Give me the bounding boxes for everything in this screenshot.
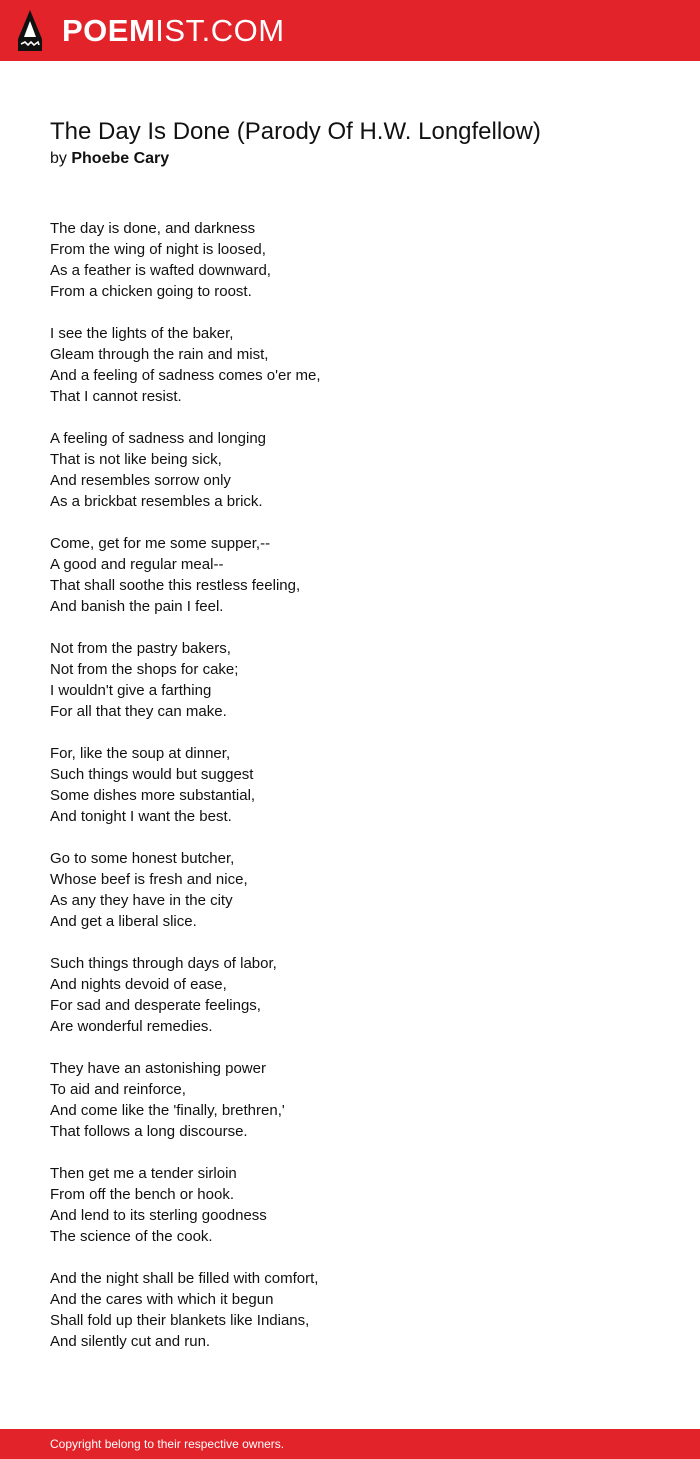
copyright-text: Copyright belong to their respective owners. [50, 1437, 285, 1451]
poem-line: A good and regular meal-- [50, 556, 224, 573]
poem-line: And nights devoid of ease, [50, 976, 227, 993]
poem-stanza [50, 323, 650, 407]
logo-bold-text: POEM [62, 13, 156, 48]
site-header [0, 0, 700, 61]
poem-line: That follows a long discourse. [50, 1123, 248, 1140]
poem-line: From off the bench or hook. [50, 1186, 234, 1203]
poem-line: Shall fold up their blankets like Indians, [50, 1312, 310, 1329]
poem-body [50, 218, 650, 1373]
poem-line: They have an astonishing power [50, 1060, 266, 1077]
poem-line: And lend to its sterling goodness [50, 1207, 267, 1224]
poem-stanza [50, 1268, 650, 1352]
poem-line: Come, get for me some supper,-- [50, 535, 271, 552]
byline-prefix: by [50, 150, 67, 167]
poem-line: That shall soothe this restless feeling, [50, 577, 301, 594]
poem-line: The science of the cook. [50, 1228, 213, 1245]
poem-line: Not from the pastry bakers, [50, 640, 231, 657]
poem-stanza [50, 638, 650, 722]
poem-line: And silently cut and run. [50, 1333, 211, 1350]
poem-line: That I cannot resist. [50, 388, 182, 405]
poem-line: As a brickbat resembles a brick. [50, 493, 263, 510]
poem-line: That is not like being sick, [50, 451, 222, 468]
poem-line: Are wonderful remedies. [50, 1018, 213, 1035]
poem-line: I see the lights of the baker, [50, 325, 234, 342]
poem-line: The day is done, and darkness [50, 220, 256, 237]
poem-title: The Day Is Done (Parody Of H.W. Longfellow) [50, 118, 541, 145]
poem-line: And the night shall be filled with comfort, [50, 1270, 319, 1287]
poem-stanza [50, 848, 650, 932]
poem-line: And resembles sorrow only [50, 472, 231, 489]
poem-line: A feeling of sadness and longing [50, 430, 266, 447]
poem-line: And banish the pain I feel. [50, 598, 224, 615]
poem-line: Gleam through the rain and mist, [50, 346, 269, 363]
author-name: Phoebe Cary [71, 150, 170, 167]
poem-stanza [50, 533, 650, 617]
poem-line: From the wing of night is loosed, [50, 241, 266, 258]
poem-stanza [50, 1058, 650, 1142]
poem-line: And the cares with which it begun [50, 1291, 274, 1308]
poem-line: For all that they can make. [50, 703, 227, 720]
poem-line: And a feeling of sadness comes o'er me, [50, 367, 321, 384]
poem-line: As a feather is wafted downward, [50, 262, 271, 279]
poem-line: Some dishes more substantial, [50, 787, 256, 804]
poem-line: For sad and desperate feelings, [50, 997, 261, 1014]
poem-line: To aid and reinforce, [50, 1081, 186, 1098]
poem-stanza [50, 1163, 650, 1247]
poem-line: And tonight I want the best. [50, 808, 232, 825]
logo-light-text: IST.COM [155, 13, 285, 48]
site-footer [0, 1429, 700, 1459]
poem-line: Whose beef is fresh and nice, [50, 871, 248, 888]
poem-line: Go to some honest butcher, [50, 850, 235, 867]
poem-line: I wouldn't give a farthing [50, 682, 212, 699]
poem-line: And come like the 'finally, brethren,' [50, 1102, 285, 1119]
poem-line: Not from the shops for cake; [50, 661, 239, 678]
poem-stanza [50, 743, 650, 827]
byline [50, 149, 169, 169]
poem-line: For, like the soup at dinner, [50, 745, 231, 762]
poem-line: From a chicken going to roost. [50, 283, 252, 300]
poem-stanza [50, 218, 650, 302]
poem-line: As any they have in the city [50, 892, 233, 909]
poem-stanza [50, 953, 650, 1037]
poem-line: Such things through days of labor, [50, 955, 277, 972]
pencil-tip-icon [17, 9, 43, 53]
poem-line: And get a liberal slice. [50, 913, 197, 930]
site-logo[interactable] [62, 12, 285, 50]
poem-line: Then get me a tender sirloin [50, 1165, 237, 1182]
poem-stanza [50, 428, 650, 512]
poem-line: Such things would but suggest [50, 766, 254, 783]
